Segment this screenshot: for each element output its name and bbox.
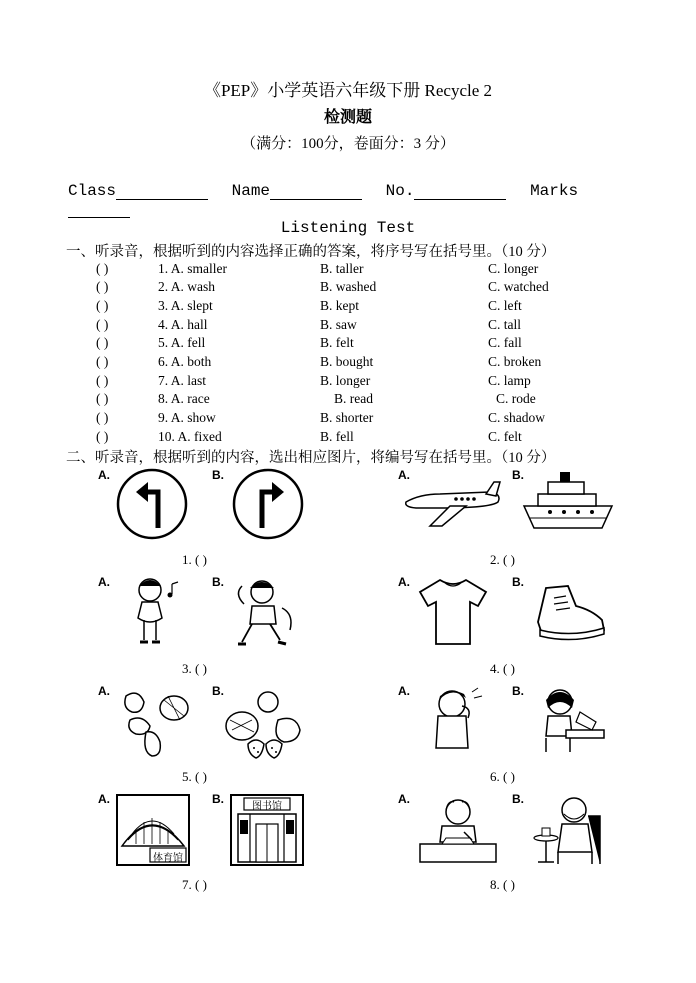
label-b: B. [212,468,224,482]
option-c: C. watched [488,279,549,294]
answer-7[interactable]: 7. ( ) [182,877,207,892]
answer-paren[interactable]: ( ) [96,354,109,369]
marks-blank[interactable] [68,201,130,218]
option-b: B. fell [320,429,354,444]
option-c: C. broken [488,354,542,369]
answer-paren[interactable]: ( ) [96,373,109,388]
question-row [96,261,576,279]
label-a: A. [98,792,110,806]
gym-sign-text: 体育馆 [153,853,183,864]
label-b: B. [512,684,524,698]
sneaker-icon [532,582,608,644]
label-b: B. [512,575,524,589]
answer-5[interactable]: 5. ( ) [182,769,207,784]
question-row [96,298,576,316]
man-writing-icon [418,796,498,866]
question-row [96,429,576,447]
airplane-icon [400,480,504,530]
option-b: B. bought [320,354,374,369]
option-c: C. left [488,298,522,313]
answer-paren[interactable]: ( ) [96,410,109,425]
page-title: 《PEP》小学英语六年级下册 Recycle 2 [203,81,493,100]
option-b: B. saw [320,317,357,332]
answer-paren[interactable]: ( ) [96,298,109,313]
name-blank[interactable] [270,183,362,200]
answer-1[interactable]: 1. ( ) [182,552,207,567]
fruit-icon [222,686,304,760]
turn-right-sign-icon [232,468,304,540]
question-row [96,335,576,353]
girl-skipping-icon [230,574,306,654]
option-b: B. read [334,391,373,406]
no-blank[interactable] [414,183,506,200]
answer-paren[interactable]: ( ) [96,429,109,444]
class-blank[interactable] [116,183,208,200]
name-label: Name [231,182,271,200]
turn-left-sign-icon [116,468,188,540]
answer-paren[interactable]: ( ) [96,279,109,294]
option-a: 10. A. fixed [158,429,222,444]
question-row [96,317,576,335]
library-sign-text: 图书馆 [252,801,282,812]
answer-paren[interactable]: ( ) [96,317,109,332]
option-c: C. felt [488,429,522,444]
option-b: B. longer [320,373,371,388]
label-a: A. [398,792,410,806]
option-a: 1. A. smaller [158,261,227,276]
option-c: C. tall [488,317,521,332]
label-a: A. [398,468,410,482]
label-a: A. [98,575,110,589]
section-heading: Listening Test [280,219,416,237]
option-a: 6. A. both [158,354,212,369]
option-b: B. washed [320,279,377,294]
option-b: B. taller [320,261,364,276]
question-row [96,373,576,391]
part2-title: 二、听录音，根据听到的内容，选出相应图片，将编号写在括号里。（10 分） [66,450,556,466]
label-a: A. [98,684,110,698]
label-a: A. [398,575,410,589]
no-label: No. [385,182,415,200]
answer-paren[interactable]: ( ) [96,391,109,406]
class-label: Class [68,182,117,200]
answer-paren[interactable]: ( ) [96,335,109,350]
t-shirt-icon [418,576,488,648]
question-row [96,279,576,297]
answer-8[interactable]: 8. ( ) [490,877,515,892]
option-a: 7. A. last [158,373,207,388]
label-a: A. [398,684,410,698]
score-note: （满分：100分，卷面分：3 分） [241,136,455,152]
answer-2[interactable]: 2. ( ) [490,552,515,567]
girl-singing-icon [124,574,188,650]
option-a: 8. A. race [158,391,210,406]
student-info-line [68,182,638,204]
option-a: 2. A. wash [158,279,215,294]
option-c: C. lamp [488,373,531,388]
option-a: 4. A. hall [158,317,208,332]
label-b: B. [212,684,224,698]
option-b: B. kept [320,298,359,313]
child-with-toothache-icon [428,686,486,756]
vegetables-icon [120,686,192,758]
question-row [96,410,576,428]
answer-3[interactable]: 3. ( ) [182,661,207,676]
answer-paren[interactable]: ( ) [96,261,109,276]
grandpa-drinking-tea-icon [532,794,602,866]
option-c: C. rode [496,391,536,406]
label-a: A. [98,468,110,482]
answer-6[interactable]: 6. ( ) [490,769,515,784]
option-b: B. shorter [320,410,374,425]
option-c: C. longer [488,261,539,276]
option-a: 3. A. slept [158,298,213,313]
option-c: C. shadow [488,410,545,425]
marks-label: Marks [530,182,579,200]
option-b: B. felt [320,335,354,350]
page-subtitle: 检测题 [323,109,372,126]
child-at-desk-icon [540,686,606,756]
option-a: 9. A. show [158,410,216,425]
ship-icon [520,470,616,532]
option-a: 5. A. fell [158,335,206,350]
question-row [96,354,576,372]
label-b: B. [512,792,524,806]
label-b: B. [512,468,524,482]
answer-4[interactable]: 4. ( ) [490,661,515,676]
label-b: B. [212,792,224,806]
part1-title: 一、听录音，根据听到的内容选择正确的答案，将序号写在括号里。（10 分） [66,244,556,260]
label-b: B. [212,575,224,589]
option-c: C. fall [488,335,522,350]
question-row [96,391,576,409]
